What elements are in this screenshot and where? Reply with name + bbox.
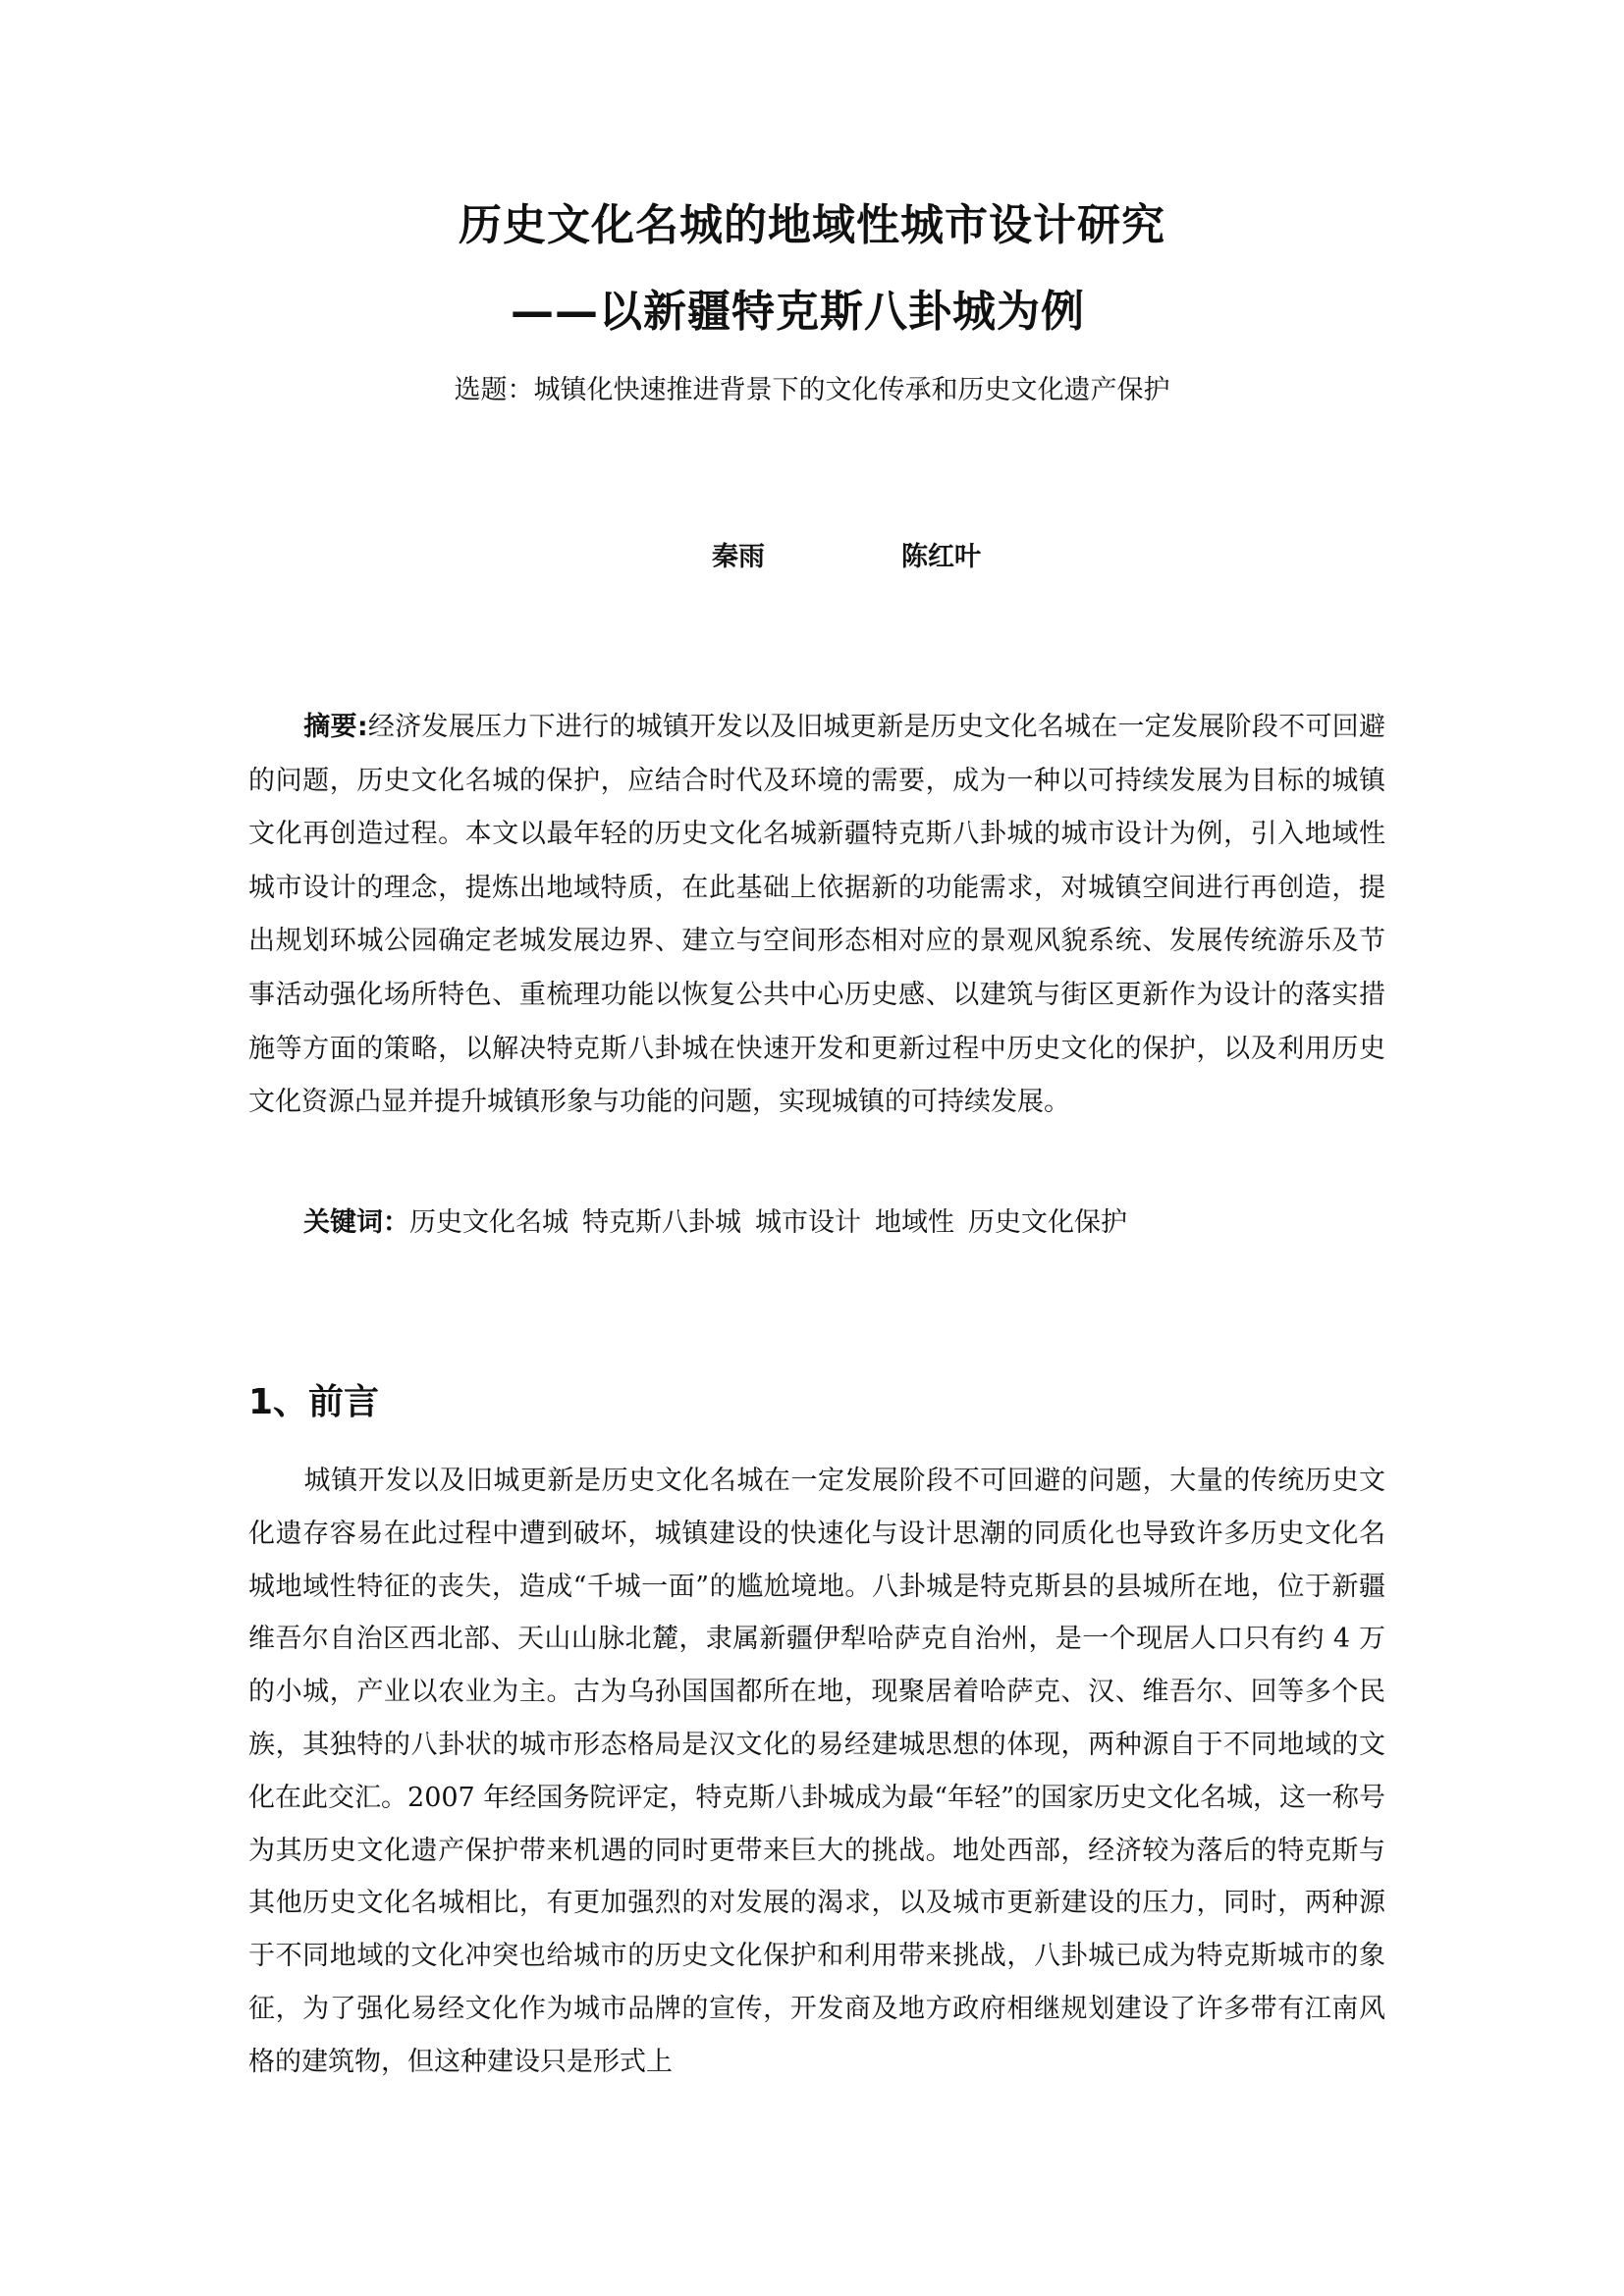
body-paragraph-text: 城镇开发以及旧城更新是历史文化名城在一定发展阶段不可回避的问题，大量的传统历史文化遗存容易在此过程中遭到破坏，城镇建设的快速化与设计思潮的同质化也导致许多历史文化名城地域性特征的丧失，造成“千城一面”的尴尬境地。八卦城是特克斯县的县城所在地，位于新疆维吾尔自治区西北部、天山山脉北麓，隶属新疆伊犁哈萨克自治州，是一个现居人口只有约 4 万的小城，产业以农业为主。古为乌孙国国都所在地，现聚居着哈萨克、汉、维吾尔、回等多个民族，其独特的八卦状的城市形态格局是汉文化的易经建城思想的体现，两种源自于不同地域的文化在此交汇。2007 年经国务院评定，特克斯八卦城成为最“年轻”的国家历史文化名城，这一称号为其历史文化遗产保护带来机遇的同时更带来巨大的挑战。地处西部，经济较为落后的特克斯与其他历史文化名城相比，有更加强烈的对发展的渴求，以及城市更新建设的压力，同时，两种源于不同地域的文化冲突也给城市的历史文化保护和利用带来挑战，八卦城已成为特克斯城市的象征，为了强化易经文化作为城市品牌的宣传，开发商及地方政府相继规划建设了许多带有江南风格的建筑物，但这种建设只是形式上 xyxy=(248,1466,1385,2077)
keyword: 城市设计 xyxy=(755,1207,861,1238)
author-list xyxy=(0,538,1624,577)
keyword: 历史文化保护 xyxy=(968,1207,1127,1238)
paper-subtitle: ——以新疆特克斯八卦城为例 xyxy=(511,287,1085,337)
keyword: 历史文化名城 xyxy=(409,1207,568,1238)
abstract-paragraph xyxy=(248,701,1385,1130)
author-name: 陈红叶 xyxy=(901,542,981,572)
abstract-text: 经济发展压力下进行的城镇开发以及旧城更新是历史文化名城在一定发展阶段不可回避的问题，历史文化名城的保护，应结合时代及环境的需要，成为一种以可持续发展为目标的城镇文化再创造过程。本文以最年轻的历史文化名城新疆特克斯八卦城的城市设计为例，引入地域性城市设计的理念，提炼出地域特质，在此基础上依据新的功能需求，对城镇空间进行再创造，提出规划环城公园确定老城发展边界、建立与空间形态相对应的景观风貌系统、发展传统游乐及节事活动强化场所特色、重梳理功能以恢复公共中心历史感、以建筑与街区更新作为设计的落实措施等方面的策略，以解决特克斯八卦城在快速开发和更新过程中历史文化的保护，以及利用历史文化资源凸显并提升城镇形象与功能的问题，实现城镇的可持续发展。 xyxy=(248,712,1385,1118)
paper-title: 历史文化名城的地域性城市设计研究 xyxy=(459,200,1165,250)
keyword: 特克斯八卦城 xyxy=(582,1207,741,1238)
body-paragraph xyxy=(248,1455,1385,2089)
keyword: 地域性 xyxy=(875,1207,954,1238)
author-name: 秦雨 xyxy=(712,542,765,572)
keywords-label: 关键词： xyxy=(303,1207,409,1238)
section-heading: 1、前言 xyxy=(248,1382,380,1422)
paper-topic: 选题：城镇化快速推进背景下的文化传承和历史文化遗产保护 xyxy=(454,375,1170,405)
keywords-line xyxy=(303,1203,1383,1243)
abstract-label: 摘要: xyxy=(303,712,368,742)
